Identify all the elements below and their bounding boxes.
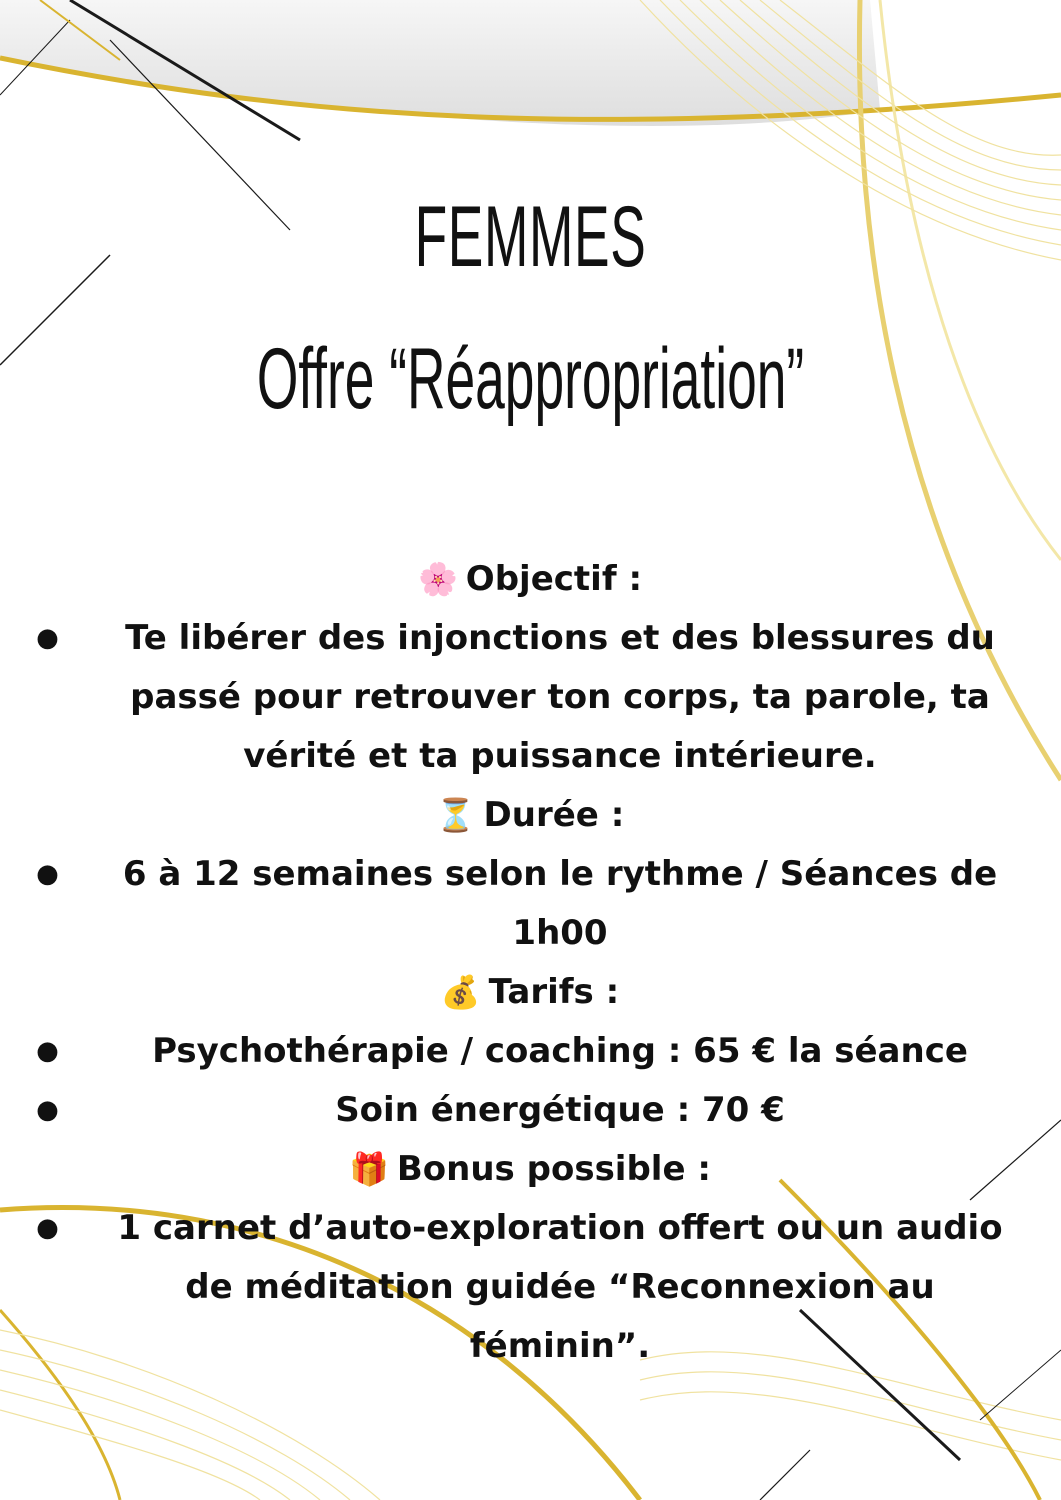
list-item xyxy=(30,1199,1030,1376)
section-heading-label: Objectif : xyxy=(465,559,643,599)
bullet-icon: ● xyxy=(36,1213,59,1243)
list-item-text: Psychothérapie / coaching : 65 € la séance xyxy=(152,1031,968,1071)
section-heading-duree xyxy=(30,786,1030,845)
list-item-text: Soin énergétique : 70 € xyxy=(335,1090,785,1130)
section-heading-bonus xyxy=(30,1140,1030,1199)
list-item xyxy=(30,1081,1030,1140)
bullet-icon: ● xyxy=(36,1036,59,1066)
offer-details xyxy=(30,550,1030,1376)
money-bag-icon: 💰 xyxy=(440,973,481,1011)
bullet-icon: ● xyxy=(36,1095,59,1125)
list-item-text: 1 carnet d’auto-exploration offert ou un audio de méditation guidée “Reconnexion au féminin”. xyxy=(117,1208,1003,1366)
list-item-text: Te libérer des injonctions et des blessures du passé pour retrouver ton corps, ta parole, ta vérité et ta puissance intérieure. xyxy=(125,618,995,776)
section-heading-label: Bonus possible : xyxy=(396,1149,711,1189)
list-item xyxy=(30,609,1030,786)
hourglass-icon: ⏳ xyxy=(435,796,476,834)
page-title-line-2: Offre “Réappropriation” xyxy=(256,331,805,427)
flower-icon: 🌸 xyxy=(417,560,458,598)
list-item-text: 6 à 12 semaines selon le rythme / Séances de 1h00 xyxy=(122,854,998,953)
bullet-icon: ● xyxy=(36,623,59,653)
gift-icon: 🎁 xyxy=(349,1150,389,1188)
list-item xyxy=(30,845,1030,963)
page-title-line-1: FEMMES xyxy=(414,189,647,285)
section-heading-label: Tarifs : xyxy=(488,972,620,1012)
section-heading-label: Durée : xyxy=(483,795,625,835)
bullet-icon: ● xyxy=(36,859,59,889)
section-heading-tarifs xyxy=(30,963,1030,1022)
list-item xyxy=(30,1022,1030,1081)
section-heading-objectif xyxy=(30,550,1030,609)
